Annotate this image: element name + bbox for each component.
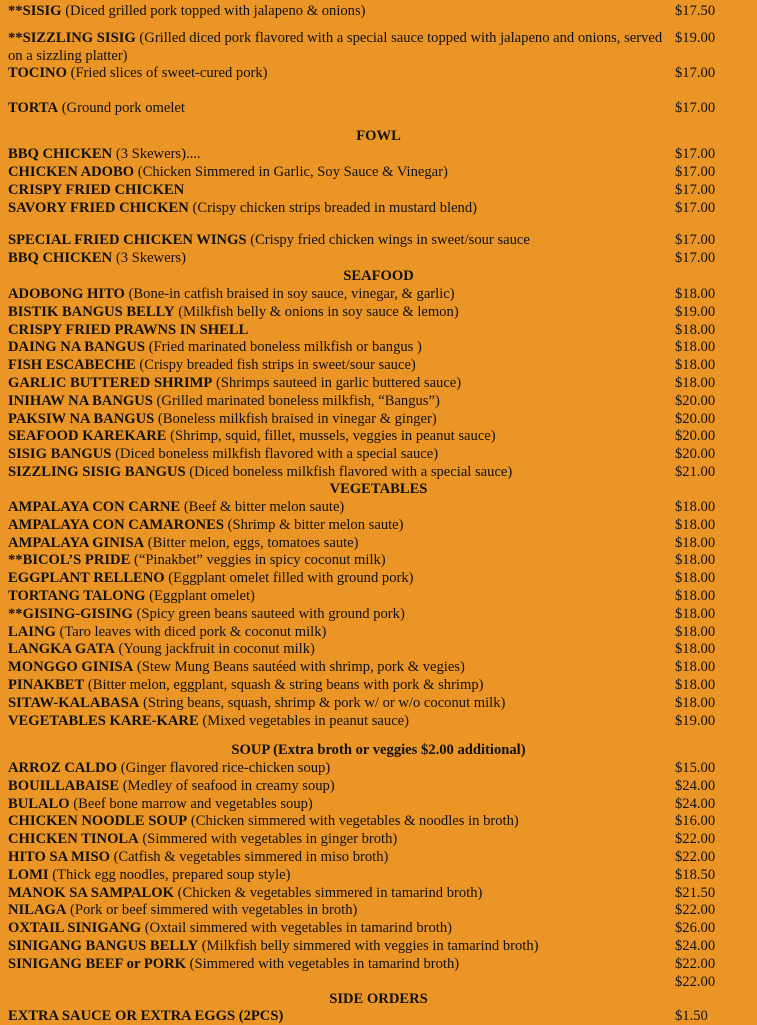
item-desc: (Eggplant omelet filled with ground pork) <box>164 570 414 586</box>
item-price: $20.00 <box>675 446 716 462</box>
item-desc: (Ginger flavored rice-chicken soup) <box>117 760 331 776</box>
item-price: $18.00 <box>675 552 716 568</box>
item-desc: (Crispy breaded fish strips in sweet/sour sauce) <box>135 357 416 373</box>
item-price: $17.00 <box>675 146 716 162</box>
item-price: $18.00 <box>675 677 716 693</box>
item-price: $17.00 <box>675 250 716 266</box>
item-name: CRISPY FRIED CHICKEN <box>8 182 185 198</box>
item-name: BISTIK BANGUS BELLY <box>8 304 175 320</box>
item-name: AMPALAYA GINISA <box>8 535 145 551</box>
item-price: $18.00 <box>675 606 716 622</box>
item-price: $21.00 <box>675 464 716 480</box>
item-name: **BICOL’S PRIDE <box>8 552 131 568</box>
item-name: PINAKBET <box>8 677 85 693</box>
item-name: FISH ESCABECHE <box>8 357 136 373</box>
item-desc: (Grilled marinated boneless milkfish, “Bangus”) <box>152 393 440 409</box>
item-name: LOMI <box>8 867 49 883</box>
item-desc: (Taro leaves with diced pork & coconut milk) <box>55 624 327 640</box>
item-price: $18.00 <box>675 286 716 302</box>
item-desc: (Shrimp, squid, fillet, mussels, veggies in peanut sauce) <box>166 428 496 444</box>
item-desc: (Grilled diced pork flavored with a special sauce topped with jalapeno and onions, served on a sizzling platter) <box>8 30 663 64</box>
item-desc: (Beef bone marrow and vegetables soup) <box>69 796 313 812</box>
item-desc: (Pork or beef simmered with vegetables in broth) <box>66 902 358 918</box>
item-name: LAING <box>8 624 56 640</box>
section-heading-seafood: SEAFOOD <box>343 268 414 284</box>
item-price: $22.00 <box>675 902 716 918</box>
item-name: TORTANG TALONG <box>8 588 146 604</box>
item-price: $22.00 <box>675 849 716 865</box>
item-price: $17.00 <box>675 232 716 248</box>
item-desc: (3 Skewers).... <box>112 146 201 162</box>
item-desc: (Oxtail simmered with vegetables in tamarind broth) <box>141 920 452 936</box>
item-desc: (Bitter melon, eggplant, squash & string beans with pork & shrimp) <box>84 677 484 693</box>
item-price: $24.00 <box>675 778 716 794</box>
item-price: $17.00 <box>675 182 716 198</box>
item-name: SIZZLING SISIG BANGUS <box>8 464 186 480</box>
item-price: $1.50 <box>675 1008 708 1024</box>
item-name: ADOBONG HITO <box>8 286 125 302</box>
item-desc: (Fried marinated boneless milkfish or bangus ) <box>145 339 422 355</box>
item-desc: (String beans, squash, shrimp & pork w/ or w/o coconut milk) <box>139 695 506 711</box>
item-price: $18.00 <box>675 570 716 586</box>
item-price: $17.00 <box>675 100 716 116</box>
item-price: $18.00 <box>675 659 716 675</box>
item-name: DAING NA BANGUS <box>8 339 146 355</box>
item-name: **GISING-GISING <box>8 606 133 622</box>
item-price: $18.00 <box>675 339 716 355</box>
item-name: CRISPY FRIED PRAWNS IN SHELL <box>8 322 249 338</box>
item-price: $19.00 <box>675 304 716 320</box>
item-price: $18.00 <box>675 375 716 391</box>
item-price: $20.00 <box>675 428 716 444</box>
item-price: $22.00 <box>675 831 716 847</box>
item-name: SITAW-KALABASA <box>8 695 140 711</box>
item-desc: (Chicken & vegetables simmered in tamarind broth) <box>173 885 483 901</box>
item-price: $22.00 <box>675 956 716 972</box>
item-price: $17.00 <box>675 65 716 81</box>
item-desc: (Crispy fried chicken wings in sweet/sour sauce <box>246 232 530 248</box>
item-name: LANGKA GATA <box>8 641 115 657</box>
item-price: $18.00 <box>675 357 716 373</box>
item-name: CHICKEN TINOLA <box>8 831 139 847</box>
item-name: CHICKEN ADOBO <box>8 164 135 180</box>
item-name: HITO SA MISO <box>8 849 110 865</box>
item-price: $24.00 <box>675 938 716 954</box>
item-price: $21.50 <box>675 885 716 901</box>
item-desc: (Shrimps sauteed in garlic buttered sauce) <box>212 375 462 391</box>
item-name: SEAFOOD KAREKARE <box>8 428 167 444</box>
item-name: NILAGA <box>8 902 67 918</box>
item-name: INIHAW NA BANGUS <box>8 393 153 409</box>
item-price: $18.00 <box>675 322 716 338</box>
item-desc: (Milkfish belly simmered with veggies in tamarind broth) <box>198 938 539 954</box>
item-name: TORTA <box>8 100 59 116</box>
item-desc: (Simmered with vegetables in ginger broth) <box>138 831 398 847</box>
item-name: OXTAIL SINIGANG <box>8 920 142 936</box>
item-price: $18.00 <box>675 588 716 604</box>
item-price: $18.00 <box>675 641 716 657</box>
item-desc: (Thick egg noodles, prepared soup style) <box>48 867 291 883</box>
item-desc: (Eggplant omelet) <box>145 588 255 604</box>
item-desc: (Diced boneless milkfish flavored with a special sauce) <box>111 446 439 462</box>
item-name: PAKSIW NA BANGUS <box>8 411 155 427</box>
item-desc: (Stew Mung Beans sautéed with shrimp, pork & vegies) <box>133 659 465 675</box>
item-price: $18.00 <box>675 517 716 533</box>
item-price: $20.00 <box>675 393 716 409</box>
item-name: VEGETABLES KARE-KARE <box>8 713 199 729</box>
section-heading-soup: SOUP (Extra broth or veggies $2.00 additional) <box>231 742 526 758</box>
item-desc: (Milkfish belly & onions in soy sauce & lemon) <box>174 304 459 320</box>
item-desc: (Shrimp & bitter melon saute) <box>223 517 404 533</box>
item-desc: (Young jackfruit in coconut milk) <box>114 641 315 657</box>
item-name: AMPALAYA CON CARNE <box>8 499 181 515</box>
item-name: ARROZ CALDO <box>8 760 118 776</box>
item-name: MANOK SA SAMPALOK <box>8 885 174 901</box>
item-desc: (Catfish & vegetables simmered in miso broth) <box>109 849 389 865</box>
item-name: CHICKEN NOODLE SOUP <box>8 813 188 829</box>
item-price: $18.00 <box>675 499 716 515</box>
item-name: MONGGO GINISA <box>8 659 134 675</box>
item-desc: (3 Skewers) <box>112 250 186 266</box>
item-price: $20.00 <box>675 411 716 427</box>
item-name: SINIGANG BEEF or PORK <box>8 956 186 972</box>
item-name: GARLIC BUTTERED SHRIMP <box>8 375 213 391</box>
item-price: $18.50 <box>675 867 716 883</box>
item-price: $18.00 <box>675 535 716 551</box>
item-price: $16.00 <box>675 813 716 829</box>
item-name: **SISIG <box>8 3 62 19</box>
item-name: TOCINO <box>8 65 67 81</box>
item-price: $15.00 <box>675 760 716 776</box>
item-name: BBQ CHICKEN <box>8 250 113 266</box>
item-desc: (“Pinakbet” veggies in spicy coconut milk) <box>130 552 386 568</box>
item-desc: (Spicy green beans sauteed with ground pork) <box>132 606 405 622</box>
item-price: $19.00 <box>675 30 716 46</box>
item-name: SINIGANG BANGUS BELLY <box>8 938 199 954</box>
item-price: $19.00 <box>675 713 716 729</box>
section-heading-vegetables: VEGETABLES <box>329 481 428 497</box>
item-desc: (Beef & bitter melon saute) <box>180 499 345 515</box>
item-name: SPECIAL FRIED CHICKEN WINGS <box>8 232 247 248</box>
item-name: SISIG BANGUS <box>8 446 112 462</box>
item-price: $22.00 <box>675 974 716 990</box>
item-name: EGGPLANT RELLENO <box>8 570 165 586</box>
item-desc: (Diced grilled pork topped with jalapeno & onions) <box>61 3 366 19</box>
item-desc: (Mixed vegetables in peanut sauce) <box>198 713 410 729</box>
item-desc: (Fried slices of sweet-cured pork) <box>66 65 268 81</box>
item-price: $17.50 <box>675 3 716 19</box>
item-desc: (Bone-in catfish braised in soy sauce, vinegar, & garlic) <box>124 286 455 302</box>
item-name: BULALO <box>8 796 70 812</box>
item-name: EXTRA SAUCE OR EXTRA EGGS (2PCS) <box>8 1008 284 1024</box>
item-name: AMPALAYA CON CAMARONES <box>8 517 224 533</box>
item-desc: (Bitter melon, eggs, tomatoes saute) <box>144 535 359 551</box>
item-name: **SIZZLING SISIG <box>8 30 136 46</box>
section-heading-fowl: FOWL <box>356 128 401 144</box>
item-desc: (Crispy chicken strips breaded in mustard blend) <box>188 200 477 216</box>
item-price: $24.00 <box>675 796 716 812</box>
item-price: $18.00 <box>675 695 716 711</box>
item-price: $26.00 <box>675 920 716 936</box>
item-desc: (Chicken Simmered in Garlic, Soy Sauce & Vinegar) <box>134 164 448 180</box>
item-desc: (Boneless milkfish braised in vinegar & ginger) <box>154 411 437 427</box>
item-price: $18.00 <box>675 624 716 640</box>
item-desc: (Diced boneless milkfish flavored with a special sauce) <box>185 464 513 480</box>
section-heading-side-orders: SIDE ORDERS <box>329 991 428 1007</box>
item-desc: (Ground pork omelet <box>58 100 185 116</box>
item-name: SAVORY FRIED CHICKEN <box>8 200 189 216</box>
item-price: $17.00 <box>675 164 716 180</box>
item-desc: (Chicken simmered with vegetables & noodles in broth) <box>187 813 519 829</box>
item-name: BOUILLABAISE <box>8 778 120 794</box>
item-desc: (Medley of seafood in creamy soup) <box>119 778 335 794</box>
item-price: $17.00 <box>675 200 716 216</box>
item-desc: (Simmered with vegetables in tamarind broth) <box>185 956 460 972</box>
item-name: BBQ CHICKEN <box>8 146 113 162</box>
